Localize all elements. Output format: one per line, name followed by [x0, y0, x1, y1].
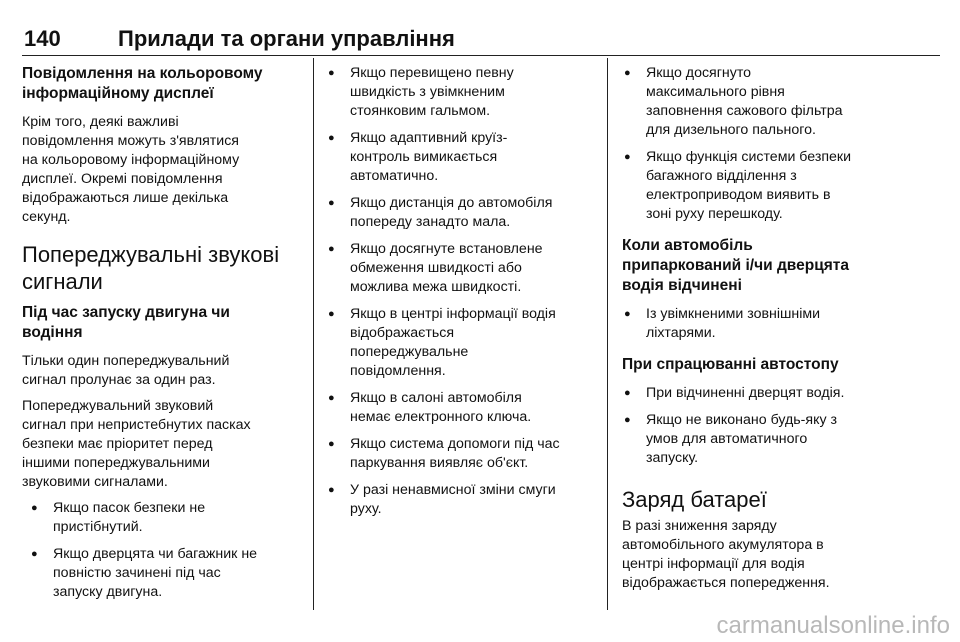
list-item: ● Із увімкненими зовнішніми ліхтарями. — [624, 305, 892, 343]
bullet-list — [326, 64, 596, 519]
bullet-list — [622, 384, 892, 468]
page-title: Прилади та органи управління — [118, 26, 455, 51]
heading-parked: Коли автомобіль припаркований і/чи дверцята водія відчинені — [622, 237, 849, 294]
heading-autostop: При спрацюванні автостопу — [622, 356, 839, 373]
paragraph: Крім того, деякі важливі повідомлення можуть з'являтися на кольоровому інформаційному дисплеї. Окремі повідомлення відображаються лише декілька секунд. — [22, 114, 240, 225]
bullet-list — [622, 64, 892, 224]
bullet-list — [22, 499, 304, 602]
page-number: 140 — [24, 26, 61, 51]
column-2 — [326, 64, 596, 527]
list-item: ● Якщо адаптивний круїз- контроль вимикається автоматично. — [328, 129, 596, 186]
list-item: ● Якщо пасок безпеки не пристібнутий. — [31, 499, 304, 537]
watermark: carmanualsonline.info — [716, 612, 950, 639]
paragraph: Тільки один попереджувальний сигнал пролунає за один раз. — [22, 353, 230, 388]
column-divider-2 — [607, 58, 608, 610]
list-item: ● Якщо система допомоги під час паркування виявляє об'єкт. — [328, 435, 596, 473]
section-heading-color-display: Повідомлення на кольоровому інформаційному дисплеї — [22, 65, 263, 102]
list-item: ● Якщо досягнуте встановлене обмеження швидкості або можлива межа швидкості. — [328, 240, 596, 297]
heading-battery: Заряд батареї — [622, 487, 767, 512]
list-item: ● Якщо в салоні автомобіля немає електронного ключа. — [328, 389, 596, 427]
column-divider-1 — [313, 58, 314, 610]
list-item: ● Якщо в центрі інформації водія відображається попереджувальне повідомлення. — [328, 305, 596, 381]
list-item: ● У разі ненавмисної зміни смуги руху. — [328, 481, 596, 519]
list-item: ● Якщо дистанція до автомобіля попереду занадто мала. — [328, 194, 596, 232]
column-3 — [622, 64, 892, 600]
list-item: ● Якщо не виконано будь-яку з умов для автоматичного запуску. — [624, 411, 892, 468]
list-item: ● Якщо досягнуто максимального рівня заповнення сажового фільтра для дизельного пального. — [624, 64, 892, 140]
list-item: ● Якщо перевищено певну швидкість з увімкненим стоянковим гальмом. — [328, 64, 596, 121]
subheading-engine-start: Під час запуску двигуна чи водіння — [22, 304, 230, 341]
bullet-list — [622, 305, 892, 343]
header-divider — [22, 55, 940, 56]
list-item: ● При відчиненні дверцят водія. — [624, 384, 892, 403]
page-header — [22, 26, 940, 56]
paragraph: В разі зниження заряду автомобільного акумулятора в центрі інформації для водія відображається попередження. — [622, 518, 830, 591]
section-heading-warning-chimes: Попереджувальні звукові сигнали — [22, 242, 280, 294]
list-item: ● Якщо функція системи безпеки багажного відділення з електроприводом виявить в зоні руху перешкоду. — [624, 148, 892, 224]
paragraph: Попереджувальний звуковий сигнал при непристебнутих пасках безпеки має пріоритет перед іншими попереджувальними звуковими сигналами. — [22, 398, 251, 490]
list-item: ● Якщо дверцята чи багажник не повністю зачинені під час запуску двигуна. — [31, 545, 304, 602]
column-1 — [22, 64, 304, 610]
